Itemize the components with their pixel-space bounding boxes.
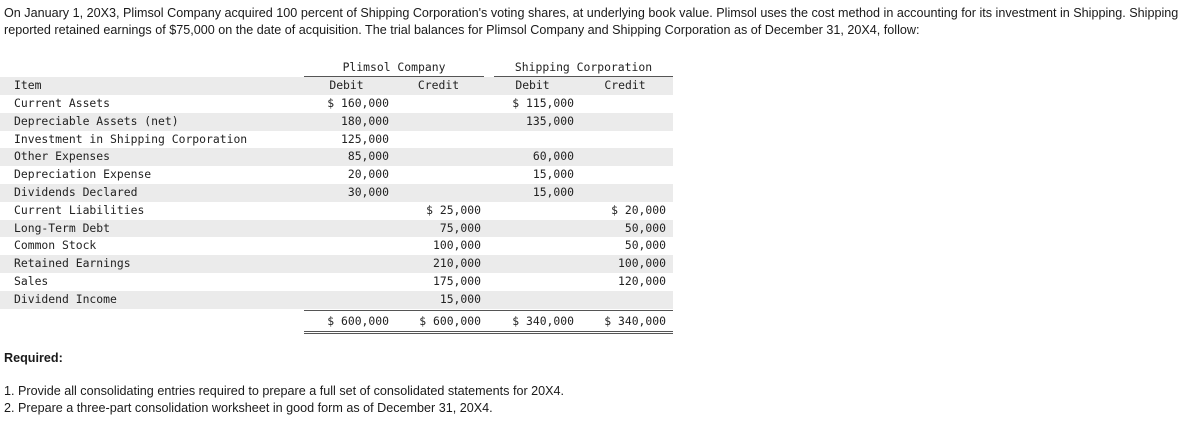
row-item: Current Liabilities [14, 202, 145, 217]
table-row [0, 184, 673, 202]
plimsol-credit: 15,000 [439, 291, 481, 306]
row-item: Other Expenses [14, 149, 111, 164]
shipping-credit: 120,000 [617, 274, 666, 288]
column-header-shipping-credit: Credit [604, 78, 646, 92]
plimsol-debit: 125,000 [340, 131, 389, 146]
plimsol-debit: 30,000 [347, 185, 389, 199]
row-item: Dividend Income [14, 291, 117, 306]
double-rule-lower [304, 333, 673, 334]
shipping-credit: 50,000 [624, 220, 666, 235]
row-item: Long-Term Debt [14, 220, 111, 235]
shipping-debit: $ 115,000 [512, 96, 574, 110]
row-item: Dividends Declared [14, 185, 138, 199]
plimsol-debit: 180,000 [340, 113, 389, 128]
shipping-debit: 15,000 [532, 167, 574, 182]
shipping-debit: 135,000 [525, 113, 574, 128]
row-item: Investment in Shipping Corporation [14, 131, 248, 146]
shipping-credit: $ 20,000 [611, 202, 666, 217]
intro-line-2: reported retained earnings of $75,000 on the date of acquisition. The trial balances for Plimsol Company and Shipping Corporation as of December 31, 20X4, follow: [4, 23, 920, 37]
plimsol-debit: 85,000 [347, 149, 389, 164]
plimsol-credit: $ 25,000 [426, 202, 481, 217]
double-rule-upper [304, 331, 673, 332]
row-item: Sales [14, 274, 49, 288]
totals-row [0, 313, 673, 331]
table-row [0, 148, 673, 166]
plimsol-credit-total: $ 600,000 [419, 313, 481, 328]
table-row [0, 95, 673, 113]
required-list [4, 383, 564, 417]
table-row [0, 273, 673, 291]
plimsol-credit: 100,000 [432, 238, 481, 253]
plimsol-debit: $ 160,000 [327, 96, 389, 110]
intro-line-1: On January 1, 20X3, Plimsol Company acquired 100 percent of Shipping Corporation's voting shares, at underlying book value. Plimsol uses the cost method in accounting for its investment in Shipping. Shipping [4, 6, 1179, 20]
plimsol-debit: 20,000 [347, 167, 389, 182]
group-header-row [0, 59, 673, 77]
shipping-debit-total: $ 340,000 [512, 313, 574, 328]
plimsol-debit-total: $ 600,000 [327, 313, 389, 328]
column-header-item: Item [14, 78, 42, 92]
table-row [0, 255, 673, 273]
column-header-row [0, 77, 673, 95]
table-row [0, 202, 673, 220]
row-item: Current Assets [14, 96, 111, 110]
plimsol-credit: 210,000 [432, 256, 481, 271]
shipping-credit: 50,000 [624, 238, 666, 253]
required-item-1: 1. Provide all consolidating entries required to prepare a full set of consolidated statements for 20X4. [4, 384, 565, 398]
problem-statement [4, 5, 1200, 39]
table-row [0, 291, 673, 309]
table-row [0, 237, 673, 255]
table-row [0, 220, 673, 238]
shipping-credit-total: $ 340,000 [604, 313, 666, 328]
shipping-debit: 60,000 [532, 149, 574, 164]
table-row [0, 166, 673, 184]
group-header-plimsol: Plimsol Company [304, 59, 484, 77]
required-item-2: 2. Prepare a three-part consolidation worksheet in good form as of December 31, 20X4. [4, 401, 493, 415]
column-header-shipping-debit: Debit [515, 78, 550, 92]
row-item: Depreciation Expense [14, 167, 152, 182]
shipping-debit: 15,000 [532, 185, 574, 199]
shipping-credit: 100,000 [617, 256, 666, 271]
plimsol-credit: 75,000 [439, 220, 481, 235]
plimsol-credit: 175,000 [432, 274, 481, 288]
group-header-shipping: Shipping Corporation [494, 59, 673, 77]
total-rule [304, 310, 673, 311]
column-header-plimsol-credit: Credit [417, 78, 460, 92]
table-row [0, 113, 673, 131]
row-item: Retained Earnings [14, 256, 131, 271]
table-row [0, 131, 673, 149]
row-item: Depreciable Assets (net) [14, 113, 179, 128]
row-item: Common Stock [14, 238, 97, 253]
required-heading: Required: [4, 351, 63, 365]
column-header-plimsol-debit: Debit [329, 78, 364, 92]
